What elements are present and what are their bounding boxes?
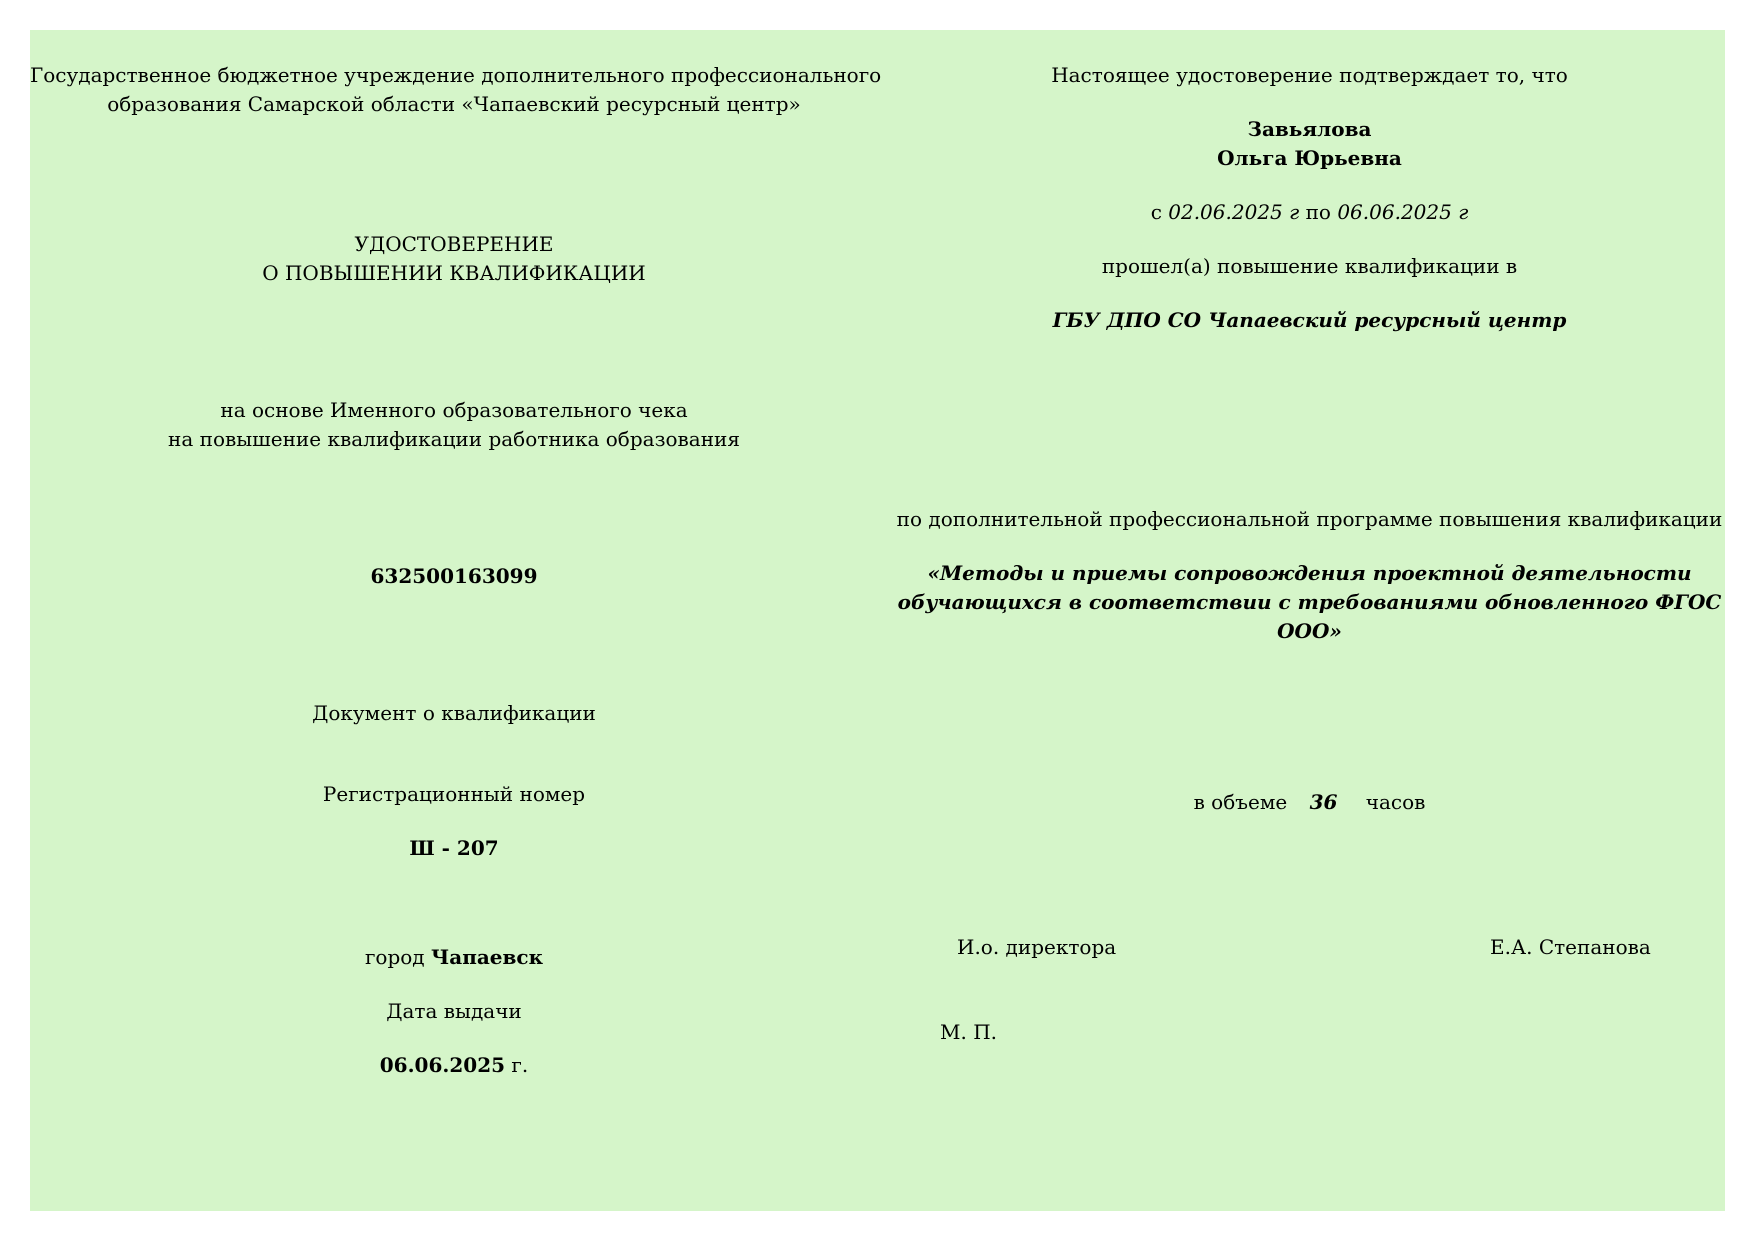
city-value: Чапаевск xyxy=(430,945,544,969)
document-type-label: Документ о квалификации xyxy=(312,701,596,725)
program-title-line-1: «Методы и приемы сопровождения проектной деятельности xyxy=(927,561,1692,585)
document-title xyxy=(30,230,878,288)
period-end-date: 06.06.2025 г xyxy=(1337,200,1469,224)
volume-line xyxy=(892,788,1727,817)
director-title: И.о. директора xyxy=(957,935,1117,959)
registration-number-label: Регистрационный номер xyxy=(322,782,586,806)
issue-date: 06.06.2025 xyxy=(379,1053,506,1077)
period-start-date: 02.06.2025 г xyxy=(1168,200,1300,224)
basis-line-2: на повышение квалификации работника образования xyxy=(168,427,740,451)
basis-text xyxy=(30,396,878,454)
basis-line-1: на основе Именного образовательного чека xyxy=(220,398,688,422)
program-title xyxy=(892,559,1727,646)
holder-name xyxy=(892,115,1727,173)
program-label: по дополнительной профессиональной программе повышения квалификации xyxy=(896,507,1723,531)
period-from-label: с xyxy=(1150,200,1162,224)
program-title-line-3: ООО» xyxy=(1277,619,1342,643)
period-to-label: по xyxy=(1305,200,1331,224)
document-number: 632500163099 xyxy=(370,564,538,588)
city-line xyxy=(30,943,878,972)
training-period xyxy=(892,198,1727,227)
intro-text: Настоящее удостоверение подтверждает то, что xyxy=(1051,63,1568,87)
document-title-line-1: УДОСТОВЕРЕНИЕ xyxy=(354,232,554,256)
holder-given-names: Ольга Юрьевна xyxy=(1217,146,1402,170)
volume-label: в объеме xyxy=(1193,790,1288,814)
director-name: Е.А. Степанова xyxy=(1490,935,1651,959)
registration-number: Ш - 207 xyxy=(409,836,499,860)
institution-line-2: образования Самарской области «Чапаевский ресурсный центр» xyxy=(107,92,801,116)
hours-value: 36 xyxy=(1309,790,1338,814)
city-label: город xyxy=(364,945,425,969)
completion-text: прошел(а) повышение квалификации в xyxy=(1101,254,1518,278)
institution-name xyxy=(30,61,882,119)
issue-date-suffix: г. xyxy=(511,1053,529,1077)
document-title-line-2: О ПОВЫШЕНИИ КВАЛИФИКАЦИИ xyxy=(262,261,646,285)
issue-date-line xyxy=(30,1051,878,1080)
issue-date-label: Дата выдачи xyxy=(386,999,522,1023)
organization-name: ГБУ ДПО СО Чапаевский ресурсный центр xyxy=(1052,308,1567,332)
stamp-placeholder: М. П. xyxy=(940,1020,997,1044)
program-title-line-2: обучающихся в соответствии с требованиями обновленного ФГОС xyxy=(897,590,1722,614)
hours-label: часов xyxy=(1365,790,1426,814)
holder-surname: Завьялова xyxy=(1247,117,1372,141)
certificate-sheet xyxy=(30,30,1725,1211)
institution-line-1: Государственное бюджетное учреждение дополнительного профессионального xyxy=(30,63,882,87)
